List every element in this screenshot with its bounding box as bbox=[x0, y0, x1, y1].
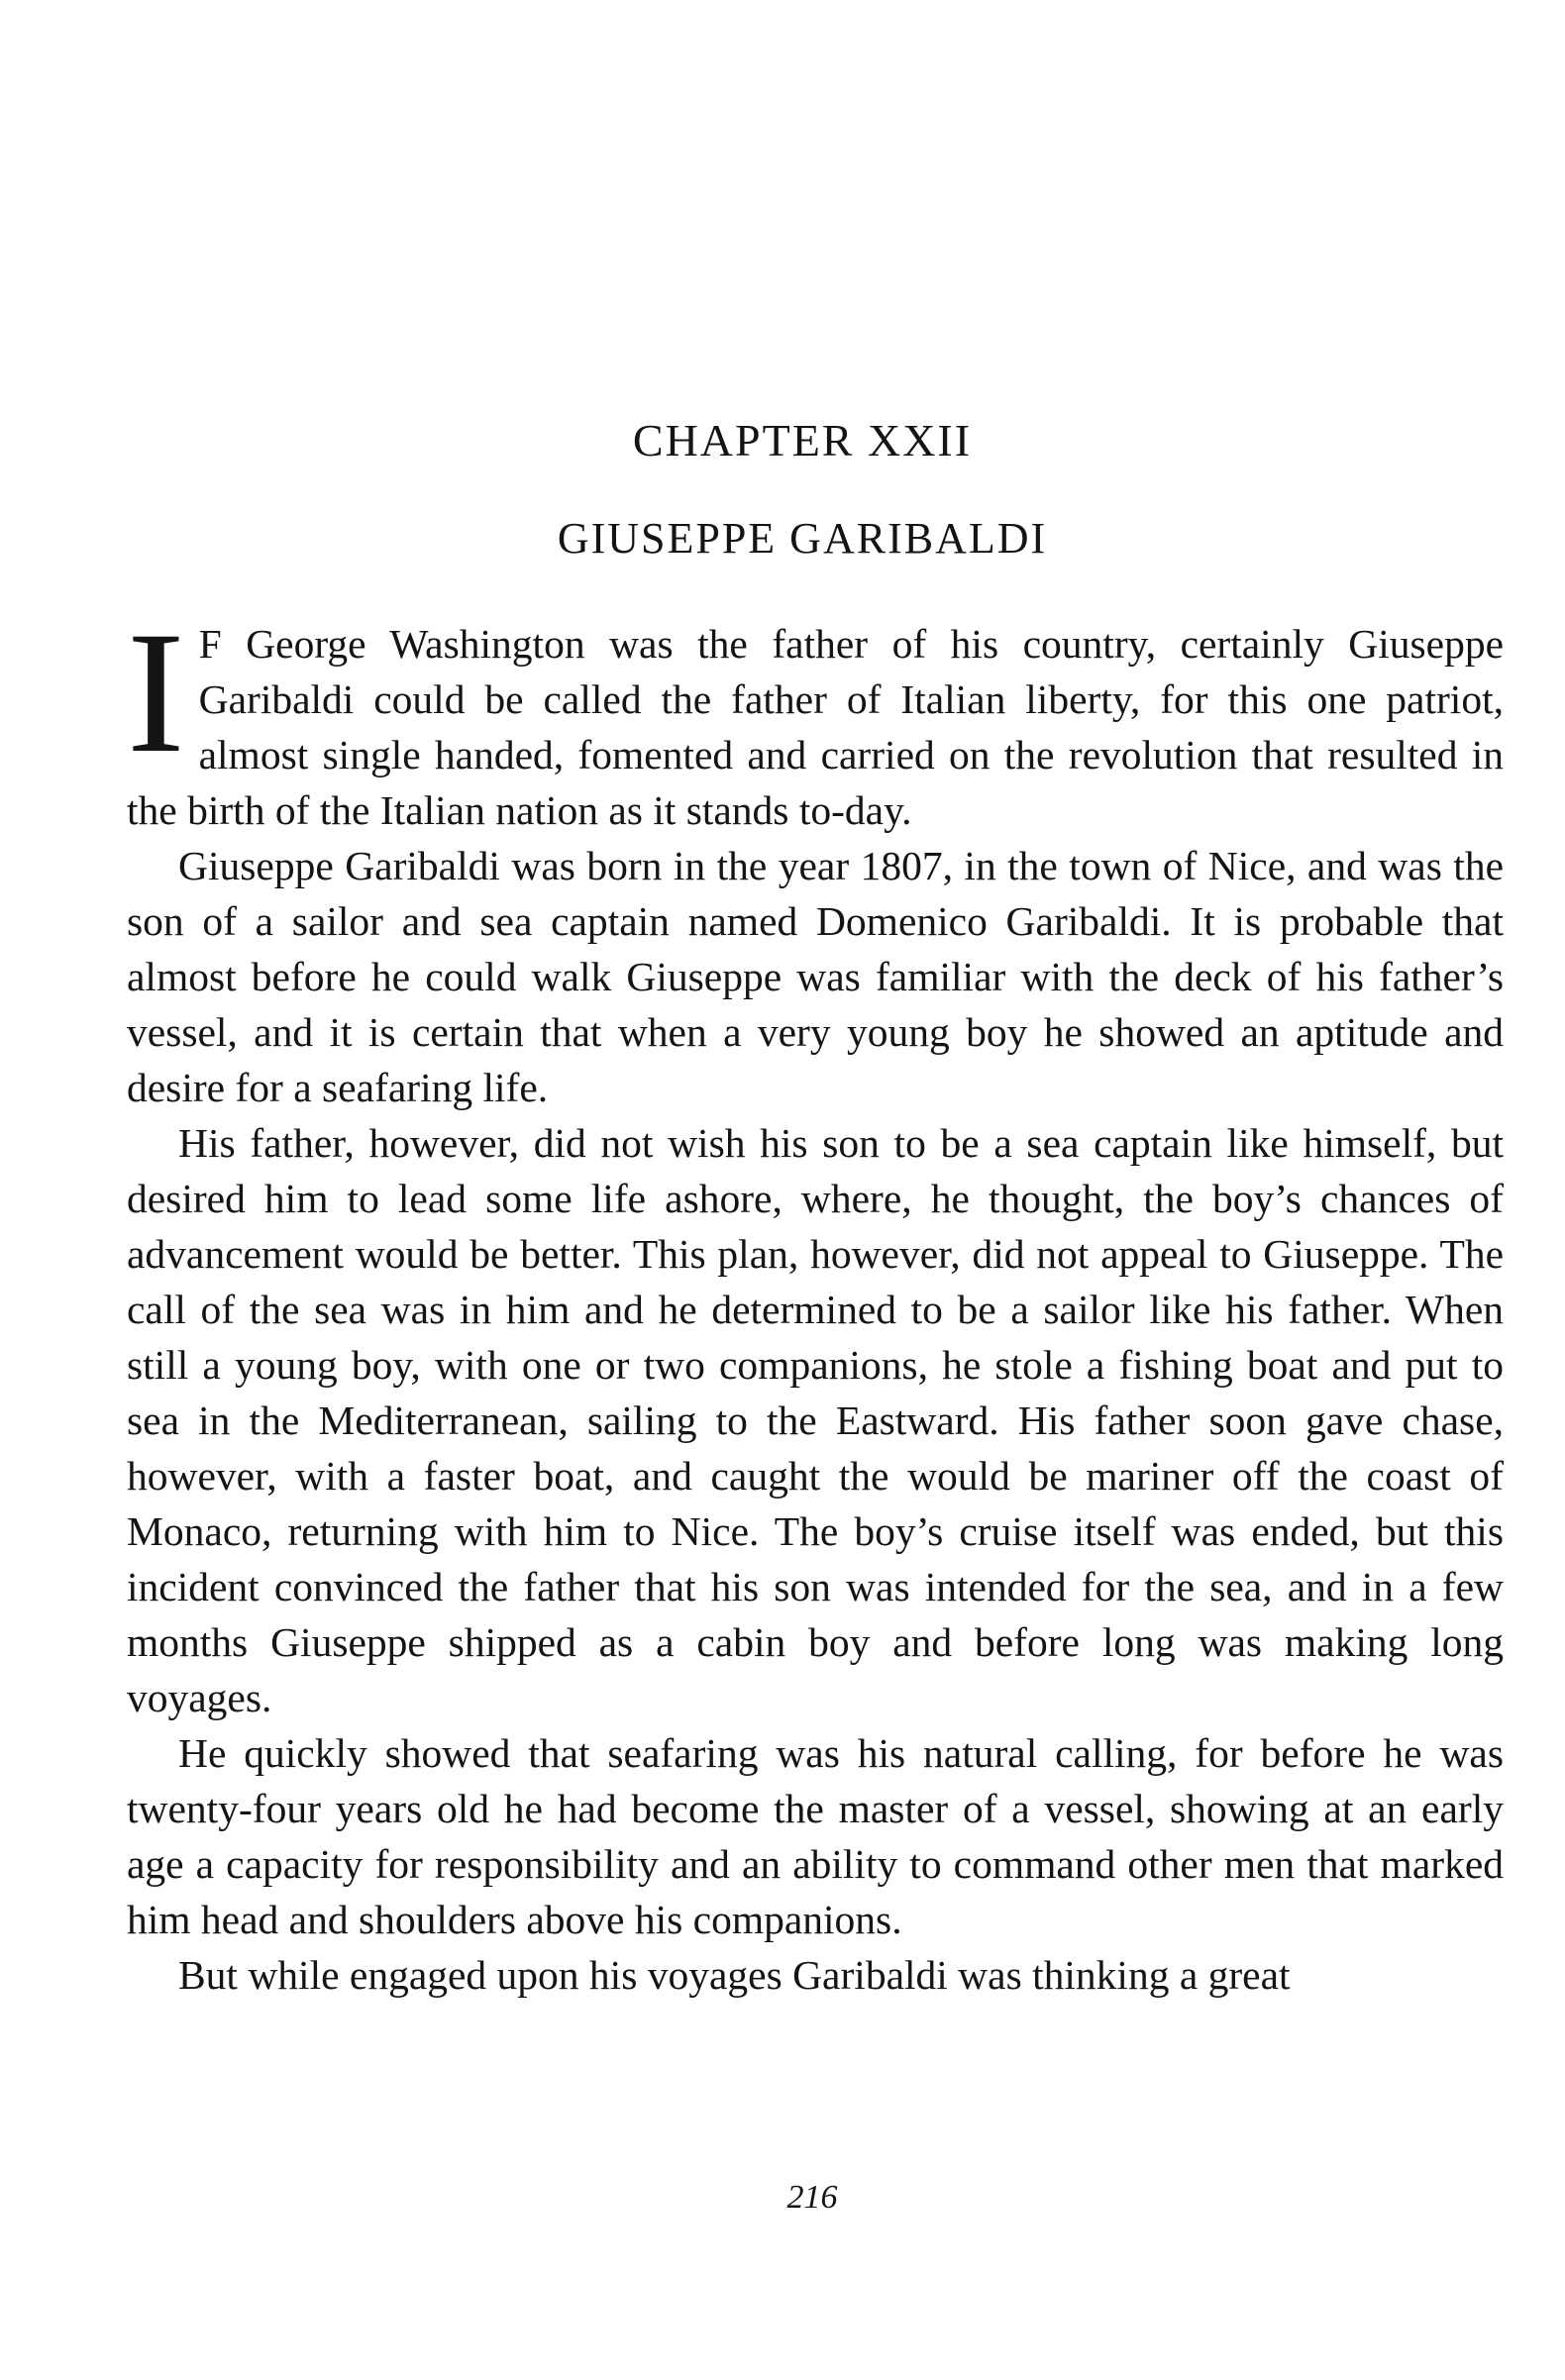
drop-cap: I bbox=[127, 596, 185, 789]
paragraph-2: Giuseppe Garibaldi was born in the year 1807, in the town of Nice, and was the son of a sailor and sea captain named Domenico Garibaldi. It is probable that almost before he could walk Giuseppe was familiar with the deck of his father’s vessel, and it is certain that when a very young boy he showed an aptitude and desire for a seafaring life. bbox=[127, 843, 1504, 1110]
paragraph-3: His father, however, did not wish his son to be a sea captain like himself, but desired him to lead some life ashore, where, he thought, the boy’s chances of advancement would be better. This plan, however, did not appeal to Giuseppe. The call of the sea was in him and he determined to be a sailor like his father. When still a young boy, with one or two companions, he stole a fishing boat and put to sea in the Mediterranean, sailing to the Eastward. His father soon gave chase, however, with a faster boat, and caught the would be mariner off the coast of Monaco, returning with him to Nice. The boy’s cruise itself was ended, but this incident convinced the father that his son was intended for the sea, and in a few months Giuseppe shipped as a cabin boy and before long was making long voyages. bbox=[127, 1120, 1504, 1720]
paragraph-5: But while engaged upon his voyages Garibaldi was thinking a great bbox=[178, 1952, 1291, 1998]
paragraph-1 bbox=[127, 596, 1504, 838]
body-text bbox=[127, 596, 1504, 2003]
paragraph-1-text: F George Washington was the father of his country, certainly Giuseppe Garibaldi could be called the father of Italian liberty, for this one patriot, almost single handed, fomented and carried on the revolution that resulted in the birth of the Italian nation as it stands to-day. bbox=[127, 621, 1504, 833]
page-number: 216 bbox=[786, 2179, 838, 2216]
chapter-number: CHAPTER XXII bbox=[632, 415, 973, 466]
chapter-title: GIUSEPPE GARIBALDI bbox=[557, 514, 1048, 563]
paragraph-4: He quickly showed that seafaring was his natural calling, for before he was twenty-four years old he had become the master of a vessel, showing at an early age a capacity for responsibility and an ability to command other men that marked him head and shoulders above his companions. bbox=[127, 1730, 1504, 1942]
